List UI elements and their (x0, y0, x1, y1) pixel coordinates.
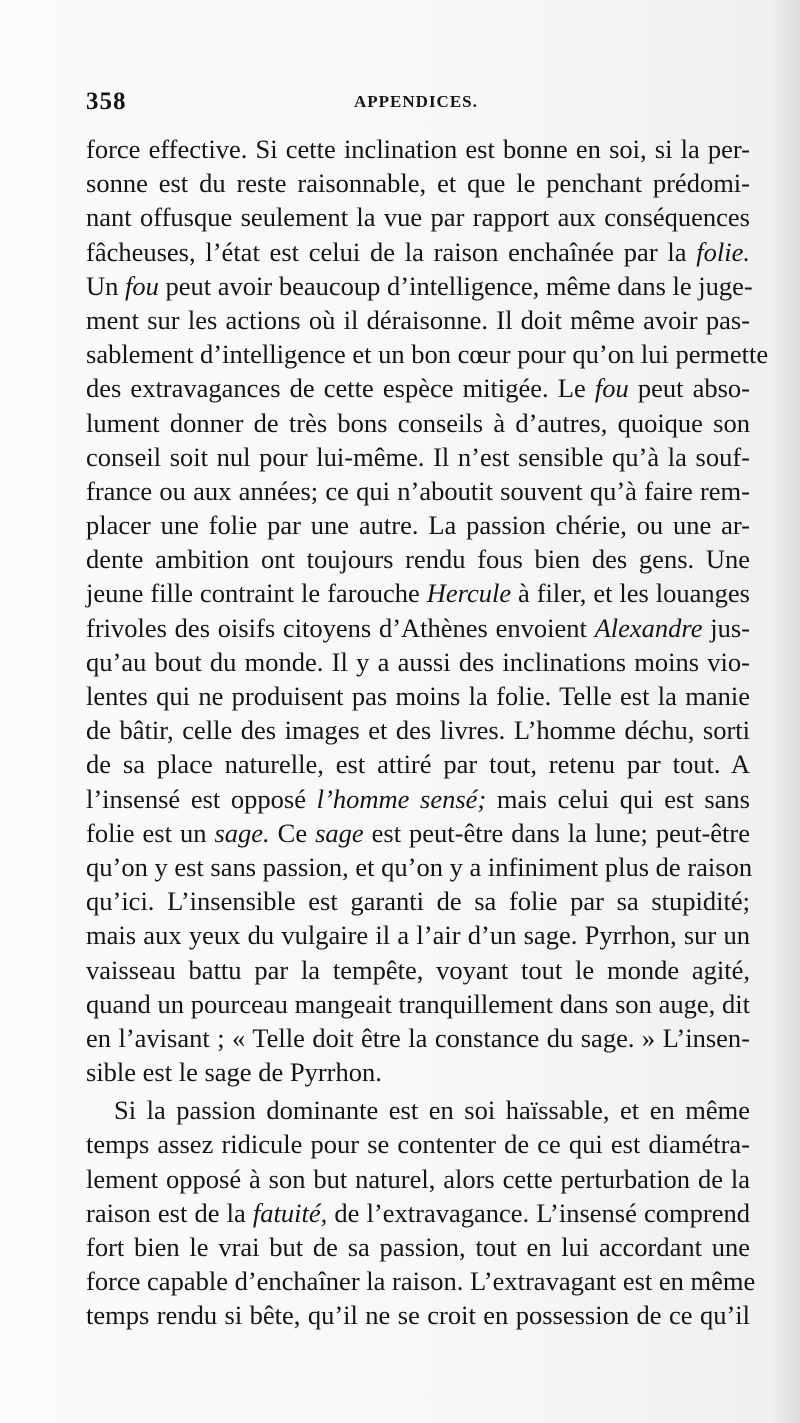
text-run: france ou aux années; ce qui n’aboutit souvent qu’à faire rem- (86, 475, 750, 506)
text-line (86, 987, 750, 1021)
text-run: raison est de la (86, 1197, 253, 1228)
italic-text: fou (125, 270, 159, 301)
text-run: Un (86, 270, 126, 301)
text-run: conseil soit nul pour lui-même. Il n’est sensible qu’à la souf- (86, 441, 750, 472)
text-line (86, 918, 750, 952)
text-run: force capable d’enchaîner la raison. L’extravagant est en même (86, 1266, 756, 1297)
text-line (86, 1264, 756, 1298)
text-line (86, 645, 750, 679)
text-run: placer une folie par une autre. La passion chérie, ou une ar- (86, 510, 750, 541)
text-line (86, 1055, 750, 1089)
text-line (86, 1230, 750, 1264)
text-run: à filer, et les louanges (511, 578, 750, 609)
text-line (86, 1162, 750, 1196)
text-line (86, 235, 750, 269)
text-line (86, 1127, 750, 1161)
text-line (86, 440, 750, 474)
text-run: frivoles des oisifs citoyens d’Athènes envoient (86, 612, 595, 643)
text-line (86, 542, 750, 576)
text-line (86, 269, 753, 303)
running-head (86, 88, 746, 118)
text-line (86, 850, 753, 884)
text-line (86, 782, 750, 816)
text-run: des extravagances de cette espèce mitigée. Le (86, 373, 595, 404)
running-title: APPENDICES. (354, 92, 478, 111)
text-line (86, 406, 750, 440)
text-run: dente ambition ont toujours rendu fous bien des gens. Une (86, 544, 750, 575)
text-line (86, 679, 750, 713)
page-edge-shadow (770, 0, 800, 1423)
text-line (86, 508, 750, 542)
text-run: qu’au bout du monde. Il y a aussi des inclinations moins vio- (86, 646, 750, 677)
text-run: qu’ici. L’insensible est garanti de sa folie par sa stupidité; (86, 886, 750, 917)
text-run: temps rendu si bête, qu’il ne se croit en possession de ce qu’il (86, 1300, 750, 1331)
text-line (86, 611, 750, 645)
page-number: 358 (86, 88, 127, 115)
text-line (86, 1093, 750, 1127)
text-run: force effective. Si cette inclination est bonne en soi, si la per- (86, 134, 750, 164)
text-line (86, 747, 750, 781)
text-line (86, 1196, 750, 1230)
text-line (86, 1298, 750, 1332)
text-line (86, 371, 750, 405)
text-run: de l’extravagance. L’insensé comprend (327, 1197, 750, 1228)
text-run: temps assez ridicule pour se contenter de ce qui est diamétra- (86, 1129, 750, 1160)
text-run: lument donner de très bons conseils à d’autres, quoique son (86, 407, 750, 438)
italic-text: Alexandre (594, 612, 703, 643)
text-line (86, 576, 750, 610)
italic-text: sage. (214, 817, 270, 848)
text-run: lentes qui ne produisent pas moins la folie. Telle est la manie (86, 681, 750, 711)
italic-text: folie. (696, 236, 750, 267)
text-run: sablement d’intelligence et un bon cœur pour qu’on lui permette (86, 339, 769, 370)
italic-text: fatuité, (252, 1197, 328, 1228)
text-run: Ce (269, 817, 316, 848)
text-line (86, 303, 750, 337)
text-line (86, 337, 769, 371)
text-run: mais celui qui est sans (486, 783, 750, 814)
text-run: jeune fille contraint le farouche (86, 578, 427, 609)
text-run: nant offusque seulement la vue par rapport aux conséquences (86, 202, 750, 233)
italic-text: l’homme sensé; (316, 783, 487, 814)
text-run: qu’on y est sans passion, et qu’on y a infiniment plus de raison (86, 851, 753, 882)
text-run: vaisseau battu par la tempête, voyant tout le monde agité, (86, 954, 750, 985)
text-run: est peut-être dans la lune; peut-être (363, 817, 750, 848)
text-line (86, 200, 750, 234)
text-run: sible est le sage de Pyrrhon. (86, 1057, 382, 1088)
text-line (86, 953, 750, 987)
text-run: quand un pourceau mangeait tranquillement dans son auge, dit (86, 988, 750, 1019)
text-run: de sa place naturelle, est attiré par tout, retenu par tout. A (86, 749, 750, 780)
italic-text: Hercule (426, 578, 512, 609)
text-run: folie est un (86, 817, 215, 848)
text-run: jus- (702, 612, 751, 643)
text-line (86, 713, 750, 747)
italic-text: sage (315, 817, 364, 848)
text-run: ment sur les actions où il déraisonne. Il doit même avoir pas- (86, 304, 750, 335)
text-line (86, 1021, 750, 1055)
text-run: Si la passion dominante est en soi haïssable, et en même (114, 1095, 750, 1126)
text-run: en l’avisant ; « Telle doit être la constance du sage. » L’insen- (86, 1022, 750, 1053)
text-run: fâcheuses, l’état est celui de la raison enchaînée par la (86, 236, 697, 267)
text-run: sonne est du reste raisonnable, et que le penchant prédomi- (86, 168, 750, 199)
text-run: de bâtir, celle des images et des livres. L’homme déchu, sorti (86, 715, 750, 746)
text-line (86, 166, 750, 200)
text-line (86, 474, 750, 508)
text-run: fort bien le vrai but de sa passion, tout en lui accordant une (86, 1232, 750, 1262)
body-text (86, 132, 769, 1333)
text-run: mais aux yeux du vulgaire il a l’air d’un sage. Pyrrhon, sur un (86, 920, 750, 951)
text-line (86, 884, 750, 918)
italic-text: fou (594, 373, 629, 404)
text-line (86, 132, 750, 166)
text-line (86, 816, 750, 850)
text-run: lement opposé à son but naturel, alors cette perturbation de la (86, 1163, 750, 1194)
text-run: l’insensé est opposé (86, 783, 317, 814)
text-run: peut avoir beaucoup d’intelligence, même dans le juge- (158, 270, 753, 301)
text-run: peut abso- (628, 373, 750, 404)
